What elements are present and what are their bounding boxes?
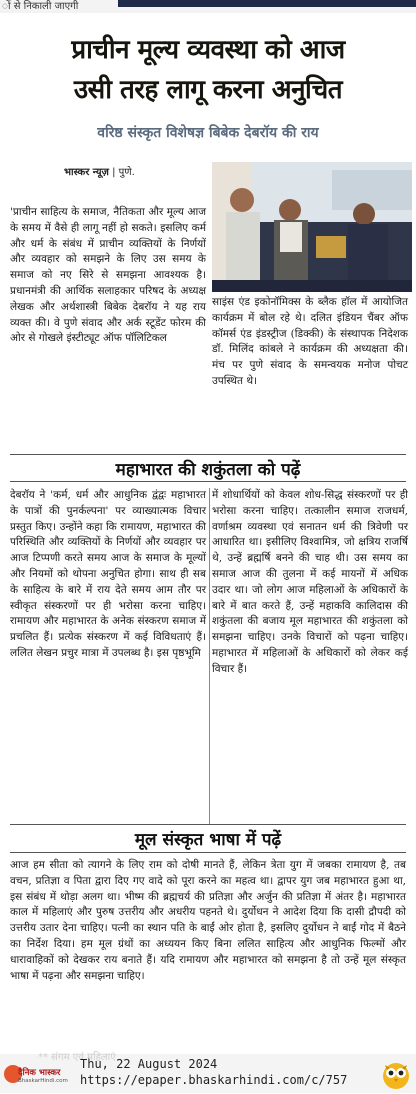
section1-left-column [10, 488, 206, 662]
section1-right-text: में शोधार्थियों को केवल शोध-सिद्ध संस्करणों पर ही भरोसा करना चाहिए। तत्कालीन समाज राजधर्म, वर्णाश्रम व्यवस्था एवं सनातन धर्म की त्रिवेणी पर आधारित था। इसीलिए विश्वामित्र, जो क्षत्रिय राजर्षि थे, उन्हें ब्रह्मर्षि बनने की चाह थी। उस समय का समाज आज की तुलना में कई मायनों में अधिक उदार था। जो लोग आज महिलाओं के अधिकारों के बारे में बात करते हैं, उन्हें महाकवि कालिदास की शकुंतला की बजाय मूल महाभारत की शकुंतला को समझना चाहिए। उनके विचारों को पढ़ना चाहिए। महाभारत में महिलाओं के अधिकारों को लेकर कई विचार हैं। [212, 489, 408, 675]
section2-text: आज हम सीता को त्यागने के लिए राम को दोषी मानते हैं, लेकिन त्रेता युग में जबका रामायण है, तब वचन, प्रतिज्ञा व पिता द्वारा दिए गए वादे को पूरा करने का महत्व था। द्वापर युग जब महाभारत हुआ था, इस संबंध में थोड़ा अलग था। भीष्म की ब्रह्मचर्य की प्रतिज्ञा और अर्जुन की प्रतिज्ञा में अंतर है। महाभारत काल में महिलाएं और पुरुष उत्तरीय और अधरीय पहनते थे। दुर्योधन ने आदेश दिया कि दासी द्रौपदी को उत्तरीय उतार देना चाहिए। पत्नी का स्थान पति के बाईं ओर होता है, इसलिए दुर्योधन ने बाईं गोद में बैठने का निर्देश दिया। हम मूल ग्रंथों का अध्ययन किए बिना ललित साहित्य और आधुनिक फिल्मों और धारावाहिकों को देखकर राय बनाते हैं। यदि रामायण और महाभारत को समझना है तो उन्हें मूल संस्कृत भाषा में पढ़ना और समझना चाहिए। [10, 859, 406, 982]
deck: वरिष्ठ संस्कृत विशेषज्ञ बिबेक देबरॉय की राय [97, 125, 319, 141]
byline-agency: भास्कर न्यूज़ [64, 167, 109, 178]
bhaskar-logo[interactable] [4, 1061, 68, 1089]
top-snippet: ों से निकाली जाएगी [2, 1, 79, 12]
section2-bottom-rule [10, 852, 406, 853]
logo-site: BhaskarHindi.com [18, 1078, 68, 1084]
byline: भास्कर न्यूज़ | पुणे. [64, 167, 135, 178]
section2-top-rule [10, 824, 406, 825]
top-strip [0, 0, 416, 13]
owl-icon[interactable] [380, 1058, 412, 1090]
event-photo [212, 162, 412, 292]
footer-date: Thu, 22 August 2024 [80, 1057, 218, 1071]
headline-line-2: उसी तरह लागू करना अनुचित [73, 75, 343, 105]
intro-left-column [10, 205, 206, 347]
intro-right-column [212, 295, 408, 390]
section1-divider [209, 488, 210, 824]
intro-left-text: 'प्राचीन साहित्य के समाज, नैतिकता और मूल्य आज के समय में वैसे ही लागू नहीं हो सकते। इसलिए कर्म और धर्म के संबंध में प्राचीन व्यक्तियों के निर्णयों और व्यवहार को समझने के लिए उस समय के समाज को नए सिरे से समझना आवश्यक है। प्रधानमंत्री की आर्थिक सलाहकार परिषद के अध्यक्ष लेखक और अर्थशास्त्री बिबेक देबरॉय ने यह राय व्यक्त की। वे पुणे संवाद और अर्क स्टूडेंट फोरम की ओर से गोखले इंस्टीट्यूट ऑफ पॉलिटिकल [10, 206, 206, 345]
section1-right-column [212, 488, 408, 678]
top-dark-bar [118, 0, 416, 7]
section1-left-text: देबरॉय ने 'कर्म, धर्म और आधुनिक द्वंद्वः महाभारत के पात्रों की पुनर्कल्पना' पर व्याख्यात्मक विचार प्रस्तुत किए। उन्होंने कहा कि रामायण, महाभारत की परिस्थिति और व्यक्तियों के निर्णयों और व्यवहार पर आज टिप्पणी करते समय आज के समाज के मूल्यों और नियमों को थोपना अनुचित होगा। साथ ही सब के साहित्य के बारे में राय देते समय आम तौर पर स्वीकृत संस्करणों पर ही भरोसा करना चाहिए। रामायण और महाभारत के अनेक संस्करण समाज में प्रचलित हैं। प्रत्येक संस्करण में कई विविधताएं हैं। ललित लेखन प्रचुर मात्रा में उपलब्ध है। इस पृष्ठभूमि [10, 489, 206, 659]
intro-right-text: साइंस एंड इकोनॉमिक्स के ब्लैक हॉल में आयोजित कार्यक्रम में बोल रहे थे। दलित इंडियन चैंबर ऑफ कॉमर्स एंड इंडस्ट्रीज (डिक्की) के संस्थापक निदेशक डॉ. मिलिंद कांबले ने कार्यक्रम की अध्यक्षता की। मंच पर पुणे संवाद के समन्वयक मनोज पोचट उपस्थित थे। [212, 296, 408, 387]
section1-bottom-rule [10, 481, 406, 482]
section2-heading: मूल संस्कृत भाषा में पढ़ें [134, 830, 282, 850]
section1-heading: महाभारत की शकुंतला को पढ़ें [115, 460, 301, 480]
footer [0, 1054, 416, 1093]
event-photo-graphic [212, 162, 412, 292]
owl-icon-graphic [380, 1058, 412, 1090]
section1-top-rule [10, 454, 406, 455]
byline-city: पुणे. [118, 167, 135, 178]
section2-column [10, 858, 406, 984]
headline-line-1: प्राचीन मूल्य व्यवस्था को आज [71, 35, 345, 65]
logo-brand: दैनिक भास्कर [18, 1068, 61, 1078]
footer-url[interactable]: https://epaper.bhaskarhindi.com/c/757 [80, 1073, 348, 1087]
footer-faded-text: ** संगम एवं महिलाएं ... [38, 1052, 129, 1063]
headline [0, 30, 416, 110]
